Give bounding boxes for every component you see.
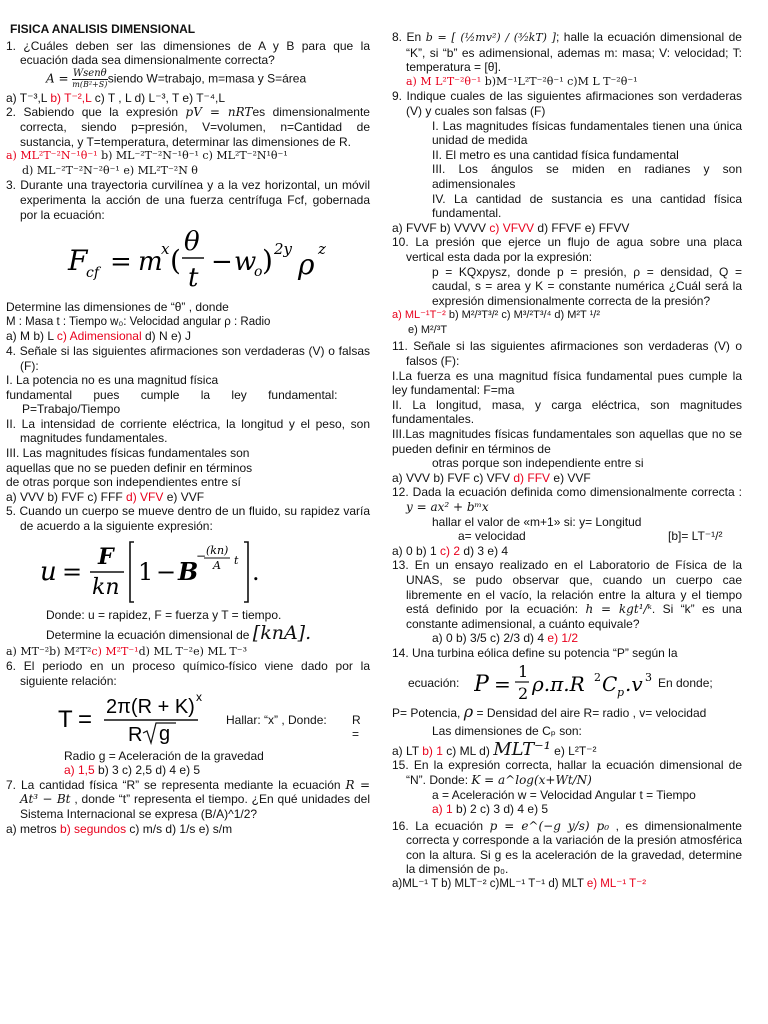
question-10-text: 10. La presión que ejerce un flujo de agua sobre una placa vertical esta dada por la expresión:: [392, 235, 742, 264]
question-8-equation: b = [ (½mv²) / (³⁄₂kT) ]: [425, 31, 556, 44]
svg-text:=: =: [78, 705, 93, 733]
svg-text:z: z: [318, 240, 326, 259]
question-8-answer: a) M L²T⁻²θ⁻¹: [406, 74, 482, 88]
question-9-item-3: III. Los ángulos se miden en radianes y son adimensionales: [432, 162, 742, 191]
question-1-options: a) T⁻³,L b) T⁻²,L c) T , L d) L⁻³, T e) T⁻⁴,L: [6, 90, 226, 105]
svg-text:.: .: [252, 557, 260, 586]
question-3-text: 3. Durante una trayectoria curvilínea y a la vez horizontal, un móvil experimenta la acción de una fuerza centrífuga Fcf, gobernada por la ecuación:: [6, 178, 370, 222]
question-14-answer: b) 1: [422, 743, 443, 758]
svg-text:o: o: [254, 264, 263, 281]
question-11-answer: d) FFV: [513, 470, 551, 485]
question-5-determine: Determine la ecuación dimensional de [knA].: [46, 622, 312, 645]
svg-text:2: 2: [518, 683, 529, 703]
svg-text:w: w: [234, 247, 257, 278]
svg-text:1: 1: [518, 661, 529, 681]
svg-text:2π(R + K): 2π(R + K): [106, 695, 195, 718]
question-10-options: a) ML⁻¹T⁻² b) M²/³T³/² c) M³/²T³/⁴ d) M²T ¹/²: [392, 309, 601, 322]
question-5-options: a) MT⁻²b) M²T²c) M²T⁻¹d) ML T⁻²e) ML T⁻³: [6, 644, 247, 658]
svg-text:.v: .v: [625, 671, 643, 696]
svg-text:(kn): (kn): [206, 543, 229, 557]
question-15-defs: a = Aceleración w = Velocidad Angular t = Tiempo: [432, 787, 696, 802]
question-11-options: a) VVV b) FVF c) VFV d) FFV e) VVF: [392, 470, 591, 485]
question-11-item-3: III.Las magnitudes físicas fundamentales son aquellas que no se pueden definir en términos de: [392, 427, 742, 456]
svg-text:x: x: [161, 240, 170, 259]
svg-text:u: u: [40, 556, 57, 587]
question-6-hallar: Hallar: “x” , Donde:: [226, 712, 327, 727]
svg-text:P: P: [474, 671, 489, 697]
question-16-options: a)ML⁻¹ T b) MLT⁻² c)ML⁻¹ T⁻¹ d) MLT e) ML⁻¹ T⁻²: [392, 878, 647, 891]
question-4-answer: d) VFV: [126, 489, 164, 504]
svg-text:ρ: ρ: [298, 248, 315, 282]
question-13-text: 13. En un ensayo realizado en el Laboratorio de Física de la UNAS, se pudo observar que, cuando un cuerpo cae libremente en el vacío, la relación entre la altura y el tiempo está definido por la ecuación: h = kgt¹/ᵏ. Si “k” es una constante adimensional, a cuánto equivale?: [392, 558, 742, 631]
question-4-item-1b: fundamental pues cumple la ley fundamental:: [6, 387, 338, 402]
question-7-options: a) metros b) segundos c) m/s d) 1/s e) s/m: [6, 821, 233, 836]
question-12-options: a) 0 b) 1 c) 2 d) 3 e) 4: [392, 543, 509, 558]
svg-text:cf: cf: [86, 265, 100, 282]
question-5-answer: c) M²T⁻¹: [91, 644, 139, 658]
question-1-answer: b) T⁻²,L: [50, 90, 92, 105]
question-10-answer: a) ML⁻¹T⁻²: [392, 309, 446, 322]
svg-text:C: C: [602, 671, 618, 696]
question-16-text: 16. La ecuación p = e^(−g y/s) p₀ , es dimensionalmente correcta y corresponde a la variación de la presión atmosférica con la altura. Si g es la aceleración de la gravedad, determine la dimensión de p₀.: [392, 818, 742, 877]
question-3-definitions: M : Masa t : Tiempo w₀: Velocidad angular ρ : Radio: [6, 315, 271, 328]
question-6-answer: a) 1,5: [64, 763, 95, 778]
svg-text:t: t: [234, 553, 239, 567]
svg-text:2: 2: [594, 670, 601, 684]
svg-text:): ): [262, 244, 273, 278]
question-1-fraction: $\frac{\text{Wsenθ}}{\text{m(B²+S)}}$: [72, 67, 108, 89]
question-11-item-3b: otras porque son independiente entre si: [432, 456, 644, 471]
svg-text:F: F: [98, 543, 114, 570]
question-7-answer: b) segundos: [60, 821, 127, 836]
svg-text:−: −: [156, 557, 177, 586]
svg-text:T: T: [58, 705, 73, 733]
question-1-text: 1. ¿Cuáles deben ser las dimensiones de A y B para que la ecuación dada sea dimensionalmente correcta?: [6, 38, 370, 68]
svg-text:=: =: [62, 557, 83, 586]
question-2-answer: a) ML²T⁻²N⁻¹θ⁻¹: [6, 149, 98, 163]
svg-text:−: −: [196, 548, 207, 563]
question-9-answer: c) VFVV: [489, 220, 535, 235]
question-4-item-3b: aquellas que no se pueden definir en términos: [6, 460, 253, 475]
question-2-text: 2. Sabiendo que la expresión pV = nRTes dimensionalmente correcta, siendo p=presión, V=volumen, n=Cantidad de sustancia, y T=temperatura, determinar las dimensiones de R.: [6, 105, 370, 149]
svg-text:3: 3: [645, 670, 652, 684]
svg-text:=: =: [494, 671, 511, 696]
question-6-radio: Radio g = Aceleración de la gravedad: [64, 748, 264, 763]
question-2-options-2: d) ML⁻²T⁻²N⁻²θ⁻¹ e) ML²T⁻²N θ: [22, 163, 198, 177]
question-6-r: R =: [352, 712, 361, 742]
question-5-equation: [6, 536, 370, 606]
question-12-text: 12. Dada la ecuación definida como dimensionalmente correcta : y = ax² + bᵐx: [392, 485, 742, 514]
svg-text:R: R: [128, 723, 143, 746]
svg-text:x: x: [196, 690, 202, 704]
question-4-item-3c: de otras porque son independientes entre sí: [6, 475, 241, 490]
question-16-answer: e) ML⁻¹ T⁻²: [586, 878, 647, 891]
question-14-definitions: P= Potencia, ρ = Densidad del aire R= radio , v= velocidad: [392, 701, 707, 721]
question-9-item-2: II. El metro es una cantidad física fundamental: [432, 147, 679, 162]
question-4-text: 4. Señale si las siguientes afirmaciones son verdaderas (V) o falsas (F):: [6, 343, 370, 373]
question-6-options: a) 1,5 b) 3 c) 2,5 d) 4 e) 5: [64, 763, 201, 778]
svg-text:F: F: [68, 244, 88, 278]
question-4-item-3: III. Las magnitudes físicas fundamentales son: [6, 446, 250, 461]
question-4-options: a) VVV b) FVF c) FFF d) VFV e) VVF: [6, 489, 205, 504]
question-4-item-1: I. La potencia no es una magnitud física: [6, 373, 219, 388]
question-5-where: Donde: u = rapidez, F = fuerza y T = tiempo.: [46, 607, 282, 622]
question-3-equation: [6, 224, 370, 298]
question-10-option-e: e) M²/³T: [408, 323, 448, 336]
svg-text:1: 1: [138, 557, 154, 586]
question-14-text: 14. Una turbina eólica define su potencia “P” según la: [392, 645, 678, 660]
question-14-options: a) LT b) 1 c) ML d) MLT⁻¹ e) L²T⁻²: [392, 738, 597, 760]
svg-text:t: t: [188, 263, 199, 294]
question-6-equation: [6, 691, 370, 747]
question-2-options: a) ML²T⁻²N⁻¹θ⁻¹ b) ML⁻²T⁻²N⁻¹θ⁻¹ c) ML²T⁻²N¹θ⁻¹: [6, 149, 288, 163]
question-14-equation-row: ecuación: P = 1 2 ρ.π.R 2 C p .v 3 En donde;: [408, 661, 713, 703]
question-12-hallar: hallar el valor de «m+1» si: y= Longitud: [432, 514, 642, 529]
question-8-options: a) M L²T⁻²θ⁻¹ b)M⁻¹L²T⁻²θ⁻¹ c)M L T⁻²θ⁻¹: [406, 74, 638, 88]
svg-text:ρ.π.R: ρ.π.R: [532, 671, 585, 696]
question-4-item-1c: P=Trabajo/Tiempo: [22, 402, 121, 417]
question-4-item-2: II. La intensidad de corriente eléctrica, la longitud y el peso, son magnitudes fundamentales.: [6, 416, 370, 446]
question-12-defs: a= velocidad [b]= LT⁻¹/²: [458, 529, 723, 544]
question-1-equation: A = $\frac{\text{Wsenθ}}{\text{m(B²+S)}}$ siendo W=trabajo, m=masa y S=área: [46, 67, 307, 89]
svg-text:=: =: [110, 247, 132, 278]
right-column: [392, 30, 742, 892]
question-5-text: 5. Cuando un cuerpo se mueve dentro de un fluido, su rapidez varía de acuerdo a la siguiente expresión:: [6, 504, 370, 534]
left-column: [6, 22, 370, 836]
question-14-equation: [474, 661, 674, 705]
question-11-text: 11. Señale si las siguientes afirmaciones son verdaderas (V) o falsos (F):: [392, 339, 742, 369]
question-11-item-1: I.La fuerza es una magnitud física fundamental pues cumple la ley fundamental: F=ma: [392, 368, 742, 398]
question-8-text: 8. En b = [ (½mv²) / (³⁄₂kT) ]; halle la ecuación dimensional de “K”, si “b” es adimensional, ademas m: masa; V: velocidad; T: temperatura = [θ].: [392, 30, 742, 75]
svg-text:A: A: [213, 558, 221, 572]
question-15-text: 15. En la expresión correcta, hallar la ecuación dimensional de “N”. Donde: K = a^log(x+Wt/N): [392, 758, 742, 787]
question-3-prompt: Determine las dimensiones de “θ” , donde: [6, 300, 229, 315]
question-3-answer: c) Adimensional: [56, 329, 142, 344]
svg-text:2y: 2y: [274, 240, 293, 259]
svg-text:m: m: [138, 247, 163, 278]
question-13-options: a) 0 b) 3/5 c) 2/3 d) 4 e) 1/2: [432, 631, 579, 646]
question-9-item-4: IV. La cantidad de sustancia es una cantidad física fundamental.: [432, 191, 742, 221]
question-11-item-2: II. La longitud, masa, y carga eléctrica, son magnitudes fundamentales.: [392, 397, 742, 427]
question-5-knA: [knA].: [252, 622, 312, 645]
svg-text:kn: kn: [92, 574, 120, 600]
svg-text:−: −: [211, 247, 233, 278]
svg-text:(: (: [170, 244, 181, 278]
question-7-text: 7. La cantidad física “R” se representa mediante la ecuación R = At³ − Bt , donde “t” representa el tiempo. ¿En qué unidades del Sistema Internacional se expresa (B/A)^1/2?: [6, 777, 371, 821]
question-12-answer: c) 2: [440, 543, 461, 558]
question-13-answer: e) 1/2: [547, 631, 579, 646]
svg-text:θ: θ: [184, 227, 200, 258]
question-15-options: a) 1 b) 2 c) 3 d) 4 e) 5: [432, 802, 549, 817]
question-10-expression: p = KQxρysz, donde p = presión, ρ = densidad, Q = caudal, s = area y K = constante numérica ¿Cuál será la expresión dimensionalmente correcta de la presión?: [432, 264, 742, 308]
svg-text:B: B: [178, 556, 199, 586]
question-3-options: a) M b) L c) Adimensional d) N e) J: [6, 329, 191, 344]
page-title: FISICA ANALISIS DIMENSIONAL: [10, 22, 196, 36]
question-9-text: 9. Indique cuales de las siguientes afirmaciones son verdaderas (V) y cuales son falsas (F): [392, 89, 742, 118]
question-15-answer: a) 1: [432, 802, 453, 817]
question-9-item-1: I. Las magnitudes físicas fundamentales tienen una única unidad de medida: [432, 118, 742, 148]
question-14-dims: Las dimensiones de Cₚ son:: [432, 724, 582, 739]
svg-text:g: g: [159, 722, 171, 745]
question-6-text: 6. El periodo en un proceso químico-físico viene dado por la siguiente relación:: [6, 659, 370, 688]
svg-text:p: p: [617, 685, 625, 699]
question-9-options: a) FVVF b) VVVV c) VFVV d) FFVF e) FFVV: [392, 220, 630, 235]
